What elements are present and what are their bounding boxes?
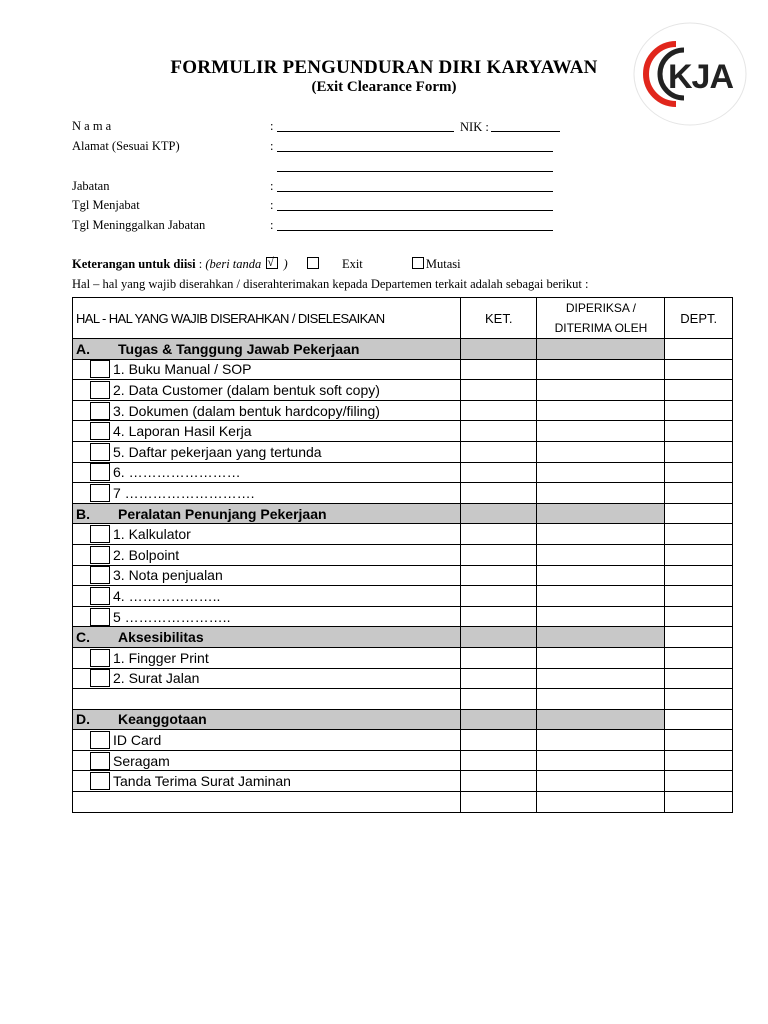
- item-checkbox[interactable]: [90, 731, 110, 749]
- item-checkbox[interactable]: [90, 484, 110, 502]
- item-checkbox[interactable]: [90, 669, 110, 687]
- table-row: [73, 647, 733, 668]
- item-checkbox[interactable]: [90, 402, 110, 420]
- jabatan-input-line[interactable]: [277, 191, 553, 192]
- field-colon: :: [270, 179, 274, 193]
- section-letter: B.: [76, 505, 90, 522]
- item-label: 2. Surat Jalan: [113, 670, 200, 687]
- item-cell: [73, 606, 461, 627]
- checked-by-cell[interactable]: [537, 483, 665, 504]
- ket-cell[interactable]: [461, 441, 537, 462]
- logo-text: KJA: [668, 58, 734, 96]
- checked-by-cell[interactable]: [537, 421, 665, 442]
- item-label: 2. Data Customer (dalam bentuk soft copy): [113, 381, 380, 398]
- item-cell: [73, 771, 461, 792]
- dept-cell[interactable]: [665, 524, 733, 545]
- checked-by-cell[interactable]: [537, 565, 665, 586]
- dept-cell[interactable]: [665, 668, 733, 689]
- field-label-tgl-menjabat: Tgl Menjabat: [72, 198, 140, 212]
- dept-cell[interactable]: [665, 359, 733, 380]
- ket-cell[interactable]: [461, 544, 537, 565]
- dept-cell[interactable]: [665, 627, 733, 648]
- section-cell: [461, 627, 537, 648]
- table-row: [73, 668, 733, 689]
- section-title-cell: [73, 503, 461, 524]
- section-row: [73, 709, 733, 730]
- form-subtitle: (Exit Clearance Form): [311, 79, 457, 95]
- field-label-alamat: Alamat (Sesuai KTP): [72, 139, 180, 153]
- dept-cell[interactable]: [665, 586, 733, 607]
- table-row: [73, 441, 733, 462]
- checked-by-cell[interactable]: [537, 689, 665, 710]
- item-label: 5 …………………..: [113, 608, 231, 625]
- item-checkbox[interactable]: [90, 587, 110, 605]
- field-colon: :: [270, 119, 274, 133]
- alamat-input-line[interactable]: [277, 151, 553, 152]
- keterangan-label: Keterangan untuk diisi: [72, 257, 196, 271]
- checked-by-cell[interactable]: [537, 441, 665, 462]
- field-label-nama: N a m a: [72, 119, 112, 133]
- ket-cell[interactable]: [461, 421, 537, 442]
- item-cell: [73, 524, 461, 545]
- dept-cell[interactable]: [665, 400, 733, 421]
- table-row: [73, 689, 733, 710]
- section-cell: [537, 627, 665, 648]
- checked-by-cell[interactable]: [537, 771, 665, 792]
- table-row: [73, 771, 733, 792]
- keterangan-hint: (beri tanda: [205, 257, 262, 271]
- sample-check-box: [266, 257, 278, 269]
- table-row: [73, 730, 733, 751]
- item-checkbox[interactable]: [90, 360, 110, 378]
- section-title-cell: [73, 339, 461, 360]
- dept-cell[interactable]: [665, 771, 733, 792]
- section-row: [73, 339, 733, 360]
- item-label: 6. ……………………: [113, 464, 241, 481]
- table-row: [73, 792, 733, 813]
- section-cell: [537, 339, 665, 360]
- header-dept: DEPT.: [665, 298, 733, 339]
- field-colon: :: [270, 218, 274, 232]
- item-checkbox[interactable]: [90, 546, 110, 564]
- item-cell: [73, 668, 461, 689]
- section-letter: A.: [76, 340, 90, 357]
- tgl-menjabat-input-line[interactable]: [277, 210, 553, 211]
- dept-cell[interactable]: [665, 544, 733, 565]
- field-label-tgl-meninggalkan: Tgl Meninggalkan Jabatan: [72, 218, 206, 232]
- section-letter: D.: [76, 711, 90, 728]
- item-cell: [73, 750, 461, 771]
- checked-by-cell[interactable]: [537, 400, 665, 421]
- mutasi-checkbox[interactable]: [412, 257, 424, 269]
- header-item: HAL - HAL YANG WAJIB DISERAHKAN / DISELESAIKAN: [73, 298, 461, 339]
- ket-cell[interactable]: [461, 359, 537, 380]
- checked-by-cell[interactable]: [537, 750, 665, 771]
- exit-label: Exit: [341, 257, 363, 271]
- ket-cell[interactable]: [461, 462, 537, 483]
- checked-by-cell[interactable]: [537, 544, 665, 565]
- section-cell: [537, 503, 665, 524]
- field-colon: :: [270, 139, 274, 153]
- table-row: [73, 380, 733, 401]
- item-cell: [73, 689, 461, 710]
- checked-by-cell[interactable]: [537, 462, 665, 483]
- item-checkbox[interactable]: [90, 381, 110, 399]
- checked-by-cell[interactable]: [537, 359, 665, 380]
- keterangan-row: [72, 257, 461, 272]
- section-title: Aksesibilitas: [118, 629, 204, 646]
- item-label: 2. Bolpoint: [113, 546, 180, 563]
- alamat-input-line-2[interactable]: [277, 171, 553, 172]
- item-checkbox[interactable]: [90, 752, 110, 770]
- item-label: 3. Nota penjualan: [113, 567, 223, 584]
- item-cell: [73, 483, 461, 504]
- table-row: [73, 400, 733, 421]
- item-label: 5. Daftar pekerjaan yang tertunda: [113, 443, 322, 460]
- form-title: FORMULIR PENGUNDURAN DIRI KARYAWAN: [170, 57, 598, 78]
- item-checkbox[interactable]: [90, 649, 110, 667]
- item-cell: [73, 565, 461, 586]
- item-label: 7 ……………………….: [113, 484, 255, 501]
- dept-cell[interactable]: [665, 647, 733, 668]
- ket-cell[interactable]: [461, 400, 537, 421]
- header-ket: KET.: [461, 298, 537, 339]
- mutasi-label: Mutasi: [425, 257, 461, 271]
- item-checkbox[interactable]: [90, 422, 110, 440]
- ket-cell[interactable]: [461, 730, 537, 751]
- table-row: [73, 359, 733, 380]
- ket-cell[interactable]: [461, 771, 537, 792]
- ket-cell[interactable]: [461, 565, 537, 586]
- checked-by-cell[interactable]: [537, 524, 665, 545]
- section-title-cell: [73, 709, 461, 730]
- table-row: [73, 524, 733, 545]
- section-title-cell: [73, 627, 461, 648]
- table-row: [73, 483, 733, 504]
- item-cell: [73, 544, 461, 565]
- section-cell: [537, 709, 665, 730]
- item-cell: [73, 792, 461, 813]
- tgl-meninggalkan-input-line[interactable]: [277, 230, 553, 231]
- section-cell: [461, 339, 537, 360]
- dept-cell[interactable]: [665, 483, 733, 504]
- dept-cell[interactable]: [665, 606, 733, 627]
- section-row: [73, 627, 733, 648]
- dept-cell[interactable]: [665, 421, 733, 442]
- ket-cell[interactable]: [461, 792, 537, 813]
- field-label-jabatan: Jabatan: [72, 179, 110, 193]
- item-label: 1. Buku Manual / SOP: [113, 361, 252, 378]
- ket-cell[interactable]: [461, 380, 537, 401]
- dept-cell[interactable]: [665, 792, 733, 813]
- table-row: [73, 421, 733, 442]
- header-checked-line2: DITERIMA OLEH: [554, 321, 648, 335]
- item-checkbox[interactable]: [90, 463, 110, 481]
- dept-cell[interactable]: [665, 462, 733, 483]
- ket-cell[interactable]: [461, 668, 537, 689]
- table-row: [73, 565, 733, 586]
- item-cell: [73, 586, 461, 607]
- item-label: Seragam: [113, 752, 170, 769]
- section-title: Keanggotaan: [118, 711, 207, 728]
- header-checked-by: [537, 298, 665, 339]
- item-checkbox[interactable]: [90, 443, 110, 461]
- ket-cell[interactable]: [461, 483, 537, 504]
- item-checkbox[interactable]: [90, 772, 110, 790]
- dept-cell[interactable]: [665, 441, 733, 462]
- checked-by-cell[interactable]: [537, 730, 665, 751]
- item-cell: [73, 421, 461, 442]
- intro-text: Hal – hal yang wajib diserahkan / diserahterimakan kepada Departemen terkait adalah sebagai berikut :: [72, 277, 589, 291]
- clearance-table: [72, 297, 733, 813]
- table-row: [73, 750, 733, 771]
- section-cell: [461, 503, 537, 524]
- company-logo: [632, 22, 748, 126]
- dept-cell[interactable]: [665, 503, 733, 524]
- checked-by-cell[interactable]: [537, 647, 665, 668]
- item-checkbox[interactable]: [90, 525, 110, 543]
- item-label: 1. Fingger Print: [113, 649, 209, 666]
- check-mark-icon: √: [267, 255, 274, 269]
- dept-cell[interactable]: [665, 730, 733, 751]
- item-label: 3. Dokumen (dalam bentuk hardcopy/filing): [113, 402, 380, 419]
- keterangan-hint-close: ): [280, 257, 288, 271]
- dept-cell[interactable]: [665, 339, 733, 360]
- section-title: Tugas & Tanggung Jawab Pekerjaan: [118, 340, 360, 357]
- table-header-row: [73, 298, 733, 339]
- item-cell: [73, 359, 461, 380]
- item-cell: [73, 462, 461, 483]
- dept-cell[interactable]: [665, 709, 733, 730]
- table-row: [73, 606, 733, 627]
- checked-by-cell[interactable]: [537, 792, 665, 813]
- ket-cell[interactable]: [461, 524, 537, 545]
- dept-cell[interactable]: [665, 380, 733, 401]
- section-row: [73, 503, 733, 524]
- dept-cell[interactable]: [665, 750, 733, 771]
- item-checkbox[interactable]: [90, 566, 110, 584]
- table-body: [73, 339, 733, 813]
- dept-cell[interactable]: [665, 565, 733, 586]
- item-cell: [73, 400, 461, 421]
- item-cell: [73, 441, 461, 462]
- table-row: [73, 544, 733, 565]
- table-row: [73, 586, 733, 607]
- ket-cell[interactable]: [461, 750, 537, 771]
- nik-input-line[interactable]: [491, 131, 560, 132]
- dept-cell[interactable]: [665, 689, 733, 710]
- item-checkbox[interactable]: [90, 608, 110, 626]
- field-colon: :: [270, 198, 274, 212]
- section-letter: C.: [76, 629, 90, 646]
- table-row: [73, 462, 733, 483]
- item-cell: [73, 730, 461, 751]
- checked-by-cell[interactable]: [537, 380, 665, 401]
- nama-input-line[interactable]: [277, 131, 454, 132]
- checked-by-cell[interactable]: [537, 668, 665, 689]
- checked-by-cell[interactable]: [537, 606, 665, 627]
- ket-cell[interactable]: [461, 586, 537, 607]
- ket-cell[interactable]: [461, 689, 537, 710]
- item-label: 1. Kalkulator: [113, 526, 191, 543]
- section-cell: [461, 709, 537, 730]
- section-title: Peralatan Penunjang Pekerjaan: [118, 505, 327, 522]
- item-cell: [73, 647, 461, 668]
- nik-label: NIK :: [460, 120, 489, 134]
- header-checked-line1: DIPERIKSA /: [565, 301, 636, 315]
- ket-cell[interactable]: [461, 647, 537, 668]
- item-label: 4. ………………..: [113, 587, 221, 604]
- item-cell: [73, 380, 461, 401]
- item-label: ID Card: [113, 732, 162, 749]
- item-label: 4. Laporan Hasil Kerja: [113, 423, 252, 440]
- item-label: Tanda Terima Surat Jaminan: [113, 773, 291, 790]
- checked-by-cell[interactable]: [537, 586, 665, 607]
- ket-cell[interactable]: [461, 606, 537, 627]
- keterangan-colon: :: [195, 257, 206, 271]
- exit-checkbox[interactable]: [307, 257, 319, 269]
